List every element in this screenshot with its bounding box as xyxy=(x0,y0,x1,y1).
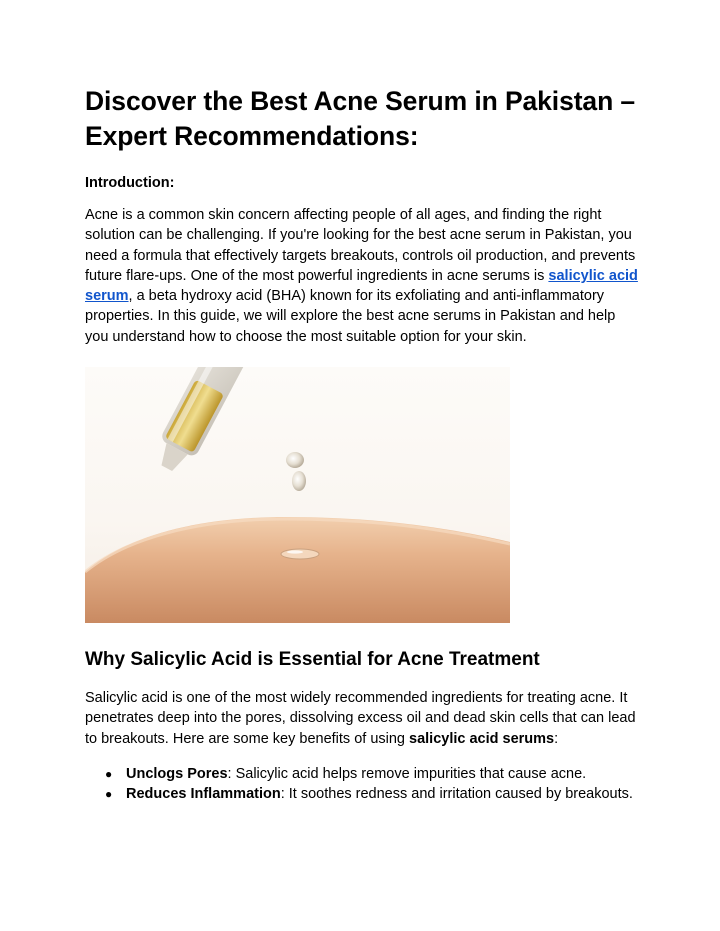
list-item xyxy=(85,784,640,804)
salicylic-acid-serum-link[interactable]: salicylic acid serum xyxy=(85,267,638,305)
document-page xyxy=(85,84,640,805)
section-text-start: Salicylic acid is one of the most widely recommended ingredients for treating acne. It penetrates deep into the pores, dissolving excess oil and dead skin cells that can lead to breakouts. Here are some key benefits of using xyxy=(85,690,636,747)
section-bold-term: salicylic acid serums xyxy=(409,730,555,747)
intro-text-start: Acne is a common skin concern affecting people of all ages, and finding the right solution can be challenging. If you're looking for the best acne serum in Pakistan, you need a formula that effectively targets breakouts, controls oil production, and prevents future flare-ups. One of the most powerful ingredients in acne serums is xyxy=(85,207,636,284)
list-item xyxy=(85,764,640,784)
section-text-end: : xyxy=(554,730,559,747)
list-item-term: Unclogs Pores xyxy=(126,765,228,782)
bullet-dot-icon: ● xyxy=(105,787,113,802)
intro-text-end: , a beta hydroxy acid (BHA) known for its exfoliating and anti-inflammatory properties. In this guide, we will explore the best acne serums in Pakistan and help you understand how to choose the most suitable option for your skin. xyxy=(85,288,616,345)
section-paragraph xyxy=(85,688,640,749)
intro-paragraph xyxy=(85,205,640,347)
list-item-text: : Salicylic acid helps remove impurities that cause acne. xyxy=(227,765,587,782)
list-item-text: : It soothes redness and irritation caused by breakouts. xyxy=(280,786,633,803)
benefits-list xyxy=(85,764,640,805)
page-title: Discover the Best Acne Serum in Pakistan – Expert Recommendations: xyxy=(85,86,636,151)
section-heading: Why Salicylic Acid is Essential for Acne Treatment xyxy=(85,649,540,671)
list-item-term: Reduces Inflammation xyxy=(126,786,281,803)
bullet-dot-icon: ● xyxy=(105,766,113,781)
serum-dropper-photo xyxy=(85,367,510,623)
serum-dropper-illustration xyxy=(85,367,510,623)
intro-label: Introduction: xyxy=(85,175,175,191)
